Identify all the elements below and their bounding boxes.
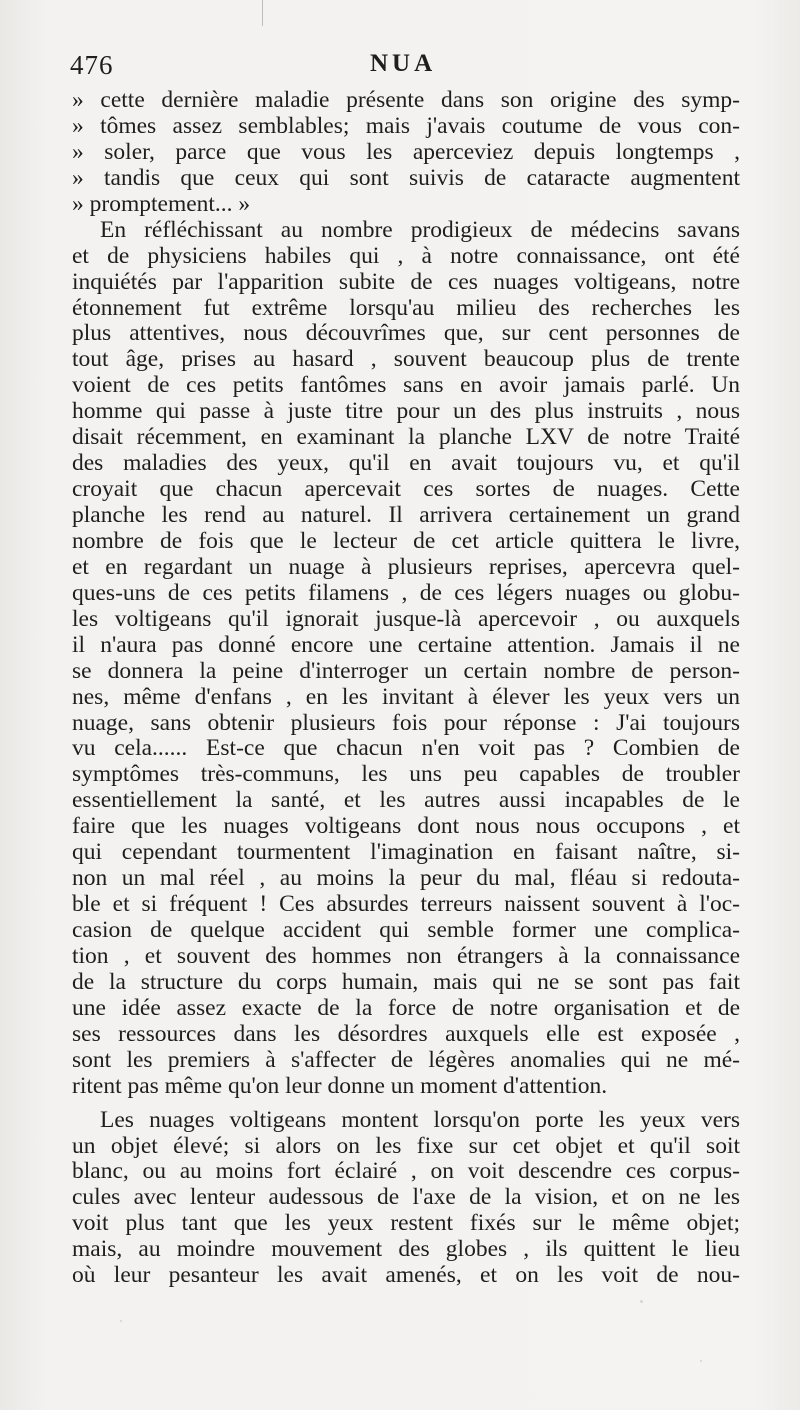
- text-line: nuage, sans obtenir plusieurs fois pour réponse : J'ai toujours: [72, 710, 740, 736]
- paragraph-2: [72, 218, 740, 1100]
- paragraph-1: [72, 88, 740, 218]
- text-line: cules avec lenteur audessous de l'axe de la vision, et on ne les: [72, 1185, 740, 1211]
- text-line: tout âge, prises au hasard , souvent beaucoup plus de trente: [72, 347, 740, 373]
- text-line: ble et si fréquent ! Ces absurdes terreurs naissent souvent à l'oc-: [72, 892, 740, 918]
- body-text: [72, 88, 740, 1289]
- text-line: mais, au moindre mouvement des globes , ils quittent le lieu: [72, 1237, 740, 1263]
- text-line: inquiétés par l'apparition subite de ces nuages voltigeans, notre: [72, 269, 740, 295]
- text-line: voit plus tant que les yeux restent fixés sur le même objet;: [72, 1211, 740, 1237]
- text-line: de la structure du corps humain, mais qui ne se sont pas fait: [72, 969, 740, 995]
- text-line: il n'aura pas donné encore une certaine attention. Jamais il ne: [72, 632, 740, 658]
- text-line: vu cela...... Est-ce que chacun n'en voit pas ? Combien de: [72, 736, 740, 762]
- text-line: sont les premiers à s'affecter de légères anomalies qui ne mé-: [72, 1047, 740, 1073]
- page-number: 476: [70, 50, 114, 80]
- text-line: » tômes assez semblables; mais j'avais coutume de vous con-: [72, 113, 740, 139]
- text-line: ses ressources dans les désordres auxquels elle est exposée ,: [72, 1021, 740, 1047]
- text-line: se donnera la peine d'interroger un certain nombre de person-: [72, 658, 740, 684]
- text-line: non un mal réel , au moins la peur du mal, fléau si redouta-: [72, 866, 740, 892]
- text-line: En réfléchissant au nombre prodigieux de médecins savans: [100, 217, 740, 243]
- text-line: faire que les nuages voltigeans dont nous nous occupons , et: [72, 814, 740, 840]
- text-line: blanc, ou au moins fort éclairé , on voit descendre ces corpus-: [72, 1159, 740, 1185]
- paper-speck: [120, 1320, 122, 1322]
- text-line: Les nuages voltigeans montent lorsqu'on porte les yeux vers: [100, 1107, 740, 1133]
- text-line: étonnement fut extrême lorsqu'au milieu des recherches les: [72, 295, 740, 321]
- paper-speck: [700, 1360, 702, 1362]
- paper-speck: [640, 1300, 643, 1303]
- text-line: casion de quelque accident qui semble former une complica-: [72, 918, 740, 943]
- text-line: essentiellement la santé, et les autres aussi incapables de le: [72, 788, 740, 814]
- text-line: où leur pesanteur les avait amenés, et on les voit de nou-: [72, 1263, 740, 1289]
- text-line: et en regardant un nuage à plusieurs reprises, apercevra quel-: [72, 554, 740, 580]
- text-line: ritent pas même qu'on leur donne un moment d'attention.: [72, 1073, 608, 1099]
- text-line: » tandis que ceux qui sont suivis de cataracte augmentent: [72, 165, 740, 191]
- paragraph-3: [72, 1108, 740, 1290]
- text-line: » soler, parce que vous les aperceviez depuis longtemps ,: [72, 139, 740, 165]
- text-line: une idée assez exacte de la force de notre organisation et de: [72, 995, 740, 1021]
- text-line: et de physiciens habiles qui , à notre connaissance, ont été: [72, 243, 740, 269]
- page-header: [70, 50, 740, 86]
- text-line: voient de ces petits fantômes sans en avoir jamais parlé. Un: [72, 373, 740, 399]
- text-line: disait récemment, en examinant la planche LXV de notre Traité: [72, 425, 740, 451]
- paragraph-gap: [72, 1100, 740, 1108]
- text-line: homme qui passe à juste titre pour un des plus instruits , nous: [72, 399, 740, 425]
- text-line: ques-uns de ces petits filamens , de ces légers nuages ou globu-: [72, 580, 740, 606]
- text-line: nombre de fois que le lecteur de cet article quittera le livre,: [72, 528, 740, 554]
- text-line: » cette dernière maladie présente dans son origine des symp-: [72, 88, 740, 113]
- text-line: qui cependant tourmentent l'imagination en faisant naître, si-: [72, 840, 740, 866]
- text-line: un objet élevé; si alors on les fixe sur cet objet et qu'il soit: [72, 1133, 740, 1159]
- text-line: des maladies des yeux, qu'il en avait toujours vu, et qu'il: [72, 451, 740, 477]
- text-line: nes, même d'enfans , en les invitant à élever les yeux vers un: [72, 684, 740, 710]
- text-line: » promptement... »: [72, 191, 251, 217]
- running-head: NUA: [370, 50, 437, 77]
- text-line: planche les rend au naturel. Il arrivera certainement un grand: [72, 503, 740, 528]
- text-line: croyait que chacun apercevait ces sortes de nuages. Cette: [72, 477, 740, 503]
- text-line: tion , et souvent des hommes non étrangers à la connaissance: [72, 943, 740, 969]
- text-line: les voltigeans qu'il ignorait jusque-là apercevoir , ou auxquels: [72, 606, 740, 632]
- page-curl-mark: [262, 0, 265, 26]
- text-line: plus attentives, nous découvrîmes que, sur cent personnes de: [72, 321, 740, 347]
- text-line: symptômes très-communs, les uns peu capables de troubler: [72, 762, 740, 788]
